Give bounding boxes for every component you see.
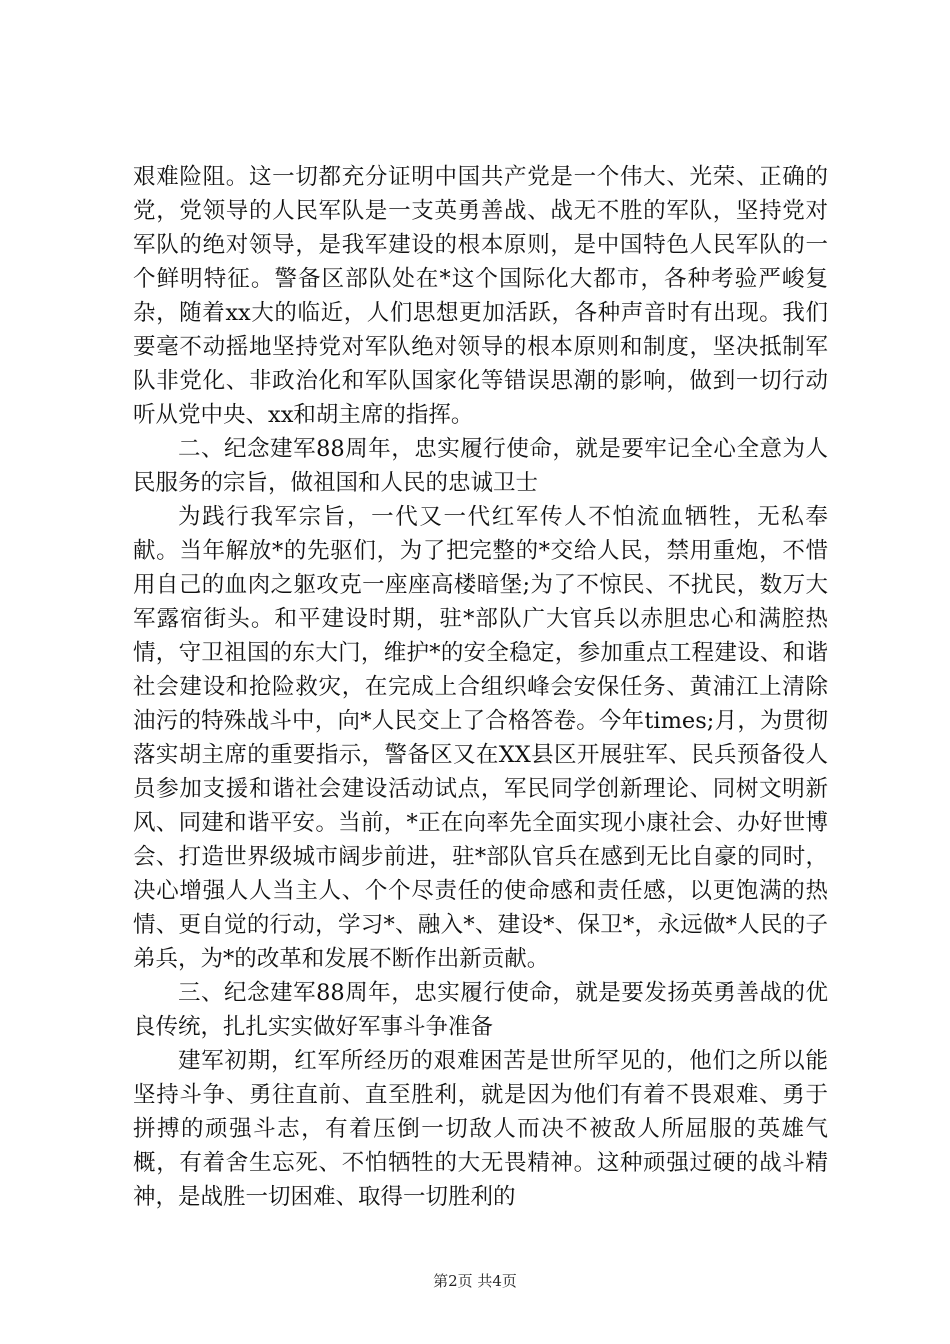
page-number: 第2页 共4页 bbox=[433, 1272, 517, 1290]
paragraph-2: 为践行我军宗旨，一代又一代红军传人不怕流血牺牲，无私奉献。当年解放*的先驱们，为了把完整的*交给人民，禁用重炮，不惜用自己的血肉之躯攻克一座座高楼暗堡;为了不惊民、不扰民，数万大军露宿街头。和平建设时期，驻*部队广大官兵以赤胆忠心和满腔热情，守卫祖国的东大门，维护*的安全稳定，参加重点工程建设、和谐社会建设和抢险救灾，在完成上合组织峰会安保任务、黄浦江上清除油污的特殊战斗中，向*人民交上了合格答卷。今年times;月，为贯彻落实胡主席的重要指示，警备区又在XX县区开展驻军、民兵预备役人员参加支援和谐社会建设活动试点，军民同学创新理论、同树文明新风、同建和谐平安。当前，*正在向率先全面实现小康社会、办好世博会、打造世界级城市阔步前进，驻*部队官兵在感到无比自豪的同时，决心增强人人当主人、个个尽责任的使命感和责任感，以更饱满的热情、更自觉的行动，学习*、融入*、建设*、保卫*，永远做*人民的子弟兵，为*的改革和发展不断作出新贡献。 bbox=[133, 504, 828, 972]
section-heading-2: 二、纪念建军88周年，忠实履行使命，就是要牢记全心全意为人民服务的宗旨，做祖国和人民的忠诚卫士 bbox=[133, 436, 828, 496]
document-body bbox=[133, 160, 828, 1214]
paragraph-1: 艰难险阻。这一切都充分证明中国共产党是一个伟大、光荣、正确的党，党领导的人民军队是一支英勇善战、战无不胜的军队，坚持党对军队的绝对领导，是我军建设的根本原则，是中国特色人民军队的一个鲜明特征。警备区部队处在*这个国际化大都市，各种考验严峻复杂，随着xx大的临近，人们思想更加活跃，各种声音时有出现。我们要毫不动摇地坚持党对军队绝对领导的根本原则和制度，坚决抵制军队非党化、非政治化和军队国家化等错误思潮的影响，做到一切行动听从党中央、xx和胡主席的指挥。 bbox=[133, 164, 828, 428]
section-heading-3: 三、纪念建军88周年，忠实履行使命，就是要发扬英勇善战的优良传统，扎扎实实做好军事斗争准备 bbox=[133, 980, 828, 1040]
page-footer bbox=[0, 1270, 950, 1291]
paragraph-3: 建军初期，红军所经历的艰难困苦是世所罕见的，他们之所以能坚持斗争、勇往直前、直至胜利，就是因为他们有着不畏艰难、勇于拼搏的顽强斗志，有着压倒一切敌人而决不被敌人所屈服的英雄气概，有着舍生忘死、不怕牺牲的大无畏精神。这种顽强过硬的战斗精神，是战胜一切困难、取得一切胜利的 bbox=[133, 1048, 828, 1210]
